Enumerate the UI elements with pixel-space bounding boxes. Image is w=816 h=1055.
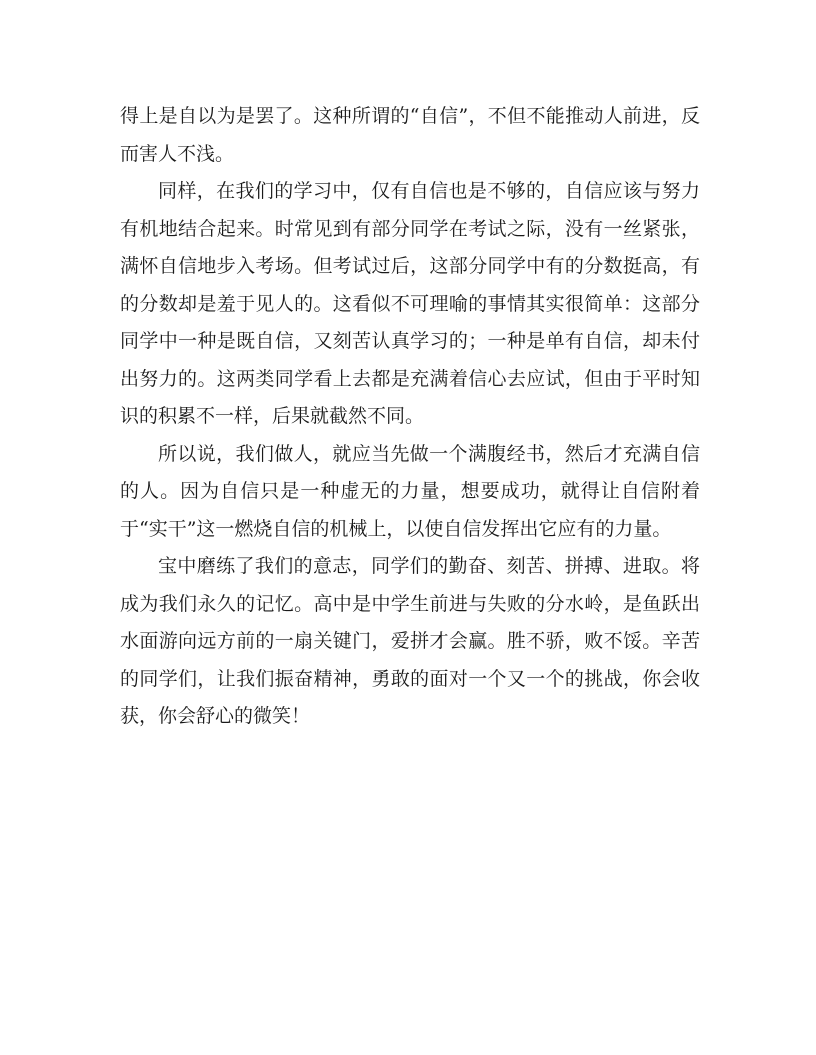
paragraph-study-confidence: 同样，在我们的学习中，仅有自信也是不够的，自信应该与努力有机地结合起来。时常见到有部分同学在考试之际，没有一丝紧张，满怀自信地步入考场。但考试过后，这部分同学中有的分数挺高，有的分数却是羞于见人的。这看似不可理喻的事情其实很简单：这部分同学中一种是既自信，又刻苦认真学习的；一种是单有自信，却未付出努力的。这两类同学看上去都是充满着信心去应试，但由于平时知识的积累不一样，后果就截然不同。 [120,180,700,427]
paragraph-encouragement: 宝中磨练了我们的意志，同学们的勤奋、刻苦、拼搏、进取。将成为我们永久的记忆。高中是中学生前进与失败的分水岭，是鱼跃出水面游向远方前的一扇关键门，爱拼才会赢。胜不骄，败不馁。辛苦的同学们，让我们振奋精神，勇敢的面对一个又一个的挑战，你会收获，你会舒心的微笑！ [120,555,700,727]
paragraph-conclusion: 所以说，我们做人，就应当先做一个满腹经书，然后才充满自信的人。因为自信只是一种虚无的力量，想要成功，就得让自信附着于“实干”这一燃烧自信的机械上，以使自信发挥出它应有的力量。 [120,442,700,540]
paragraph-continuation: 得上是自以为是罢了。这种所谓的“自信”，不但不能推动人前进，反而害人不浅。 [120,105,700,165]
document-body [120,98,700,736]
